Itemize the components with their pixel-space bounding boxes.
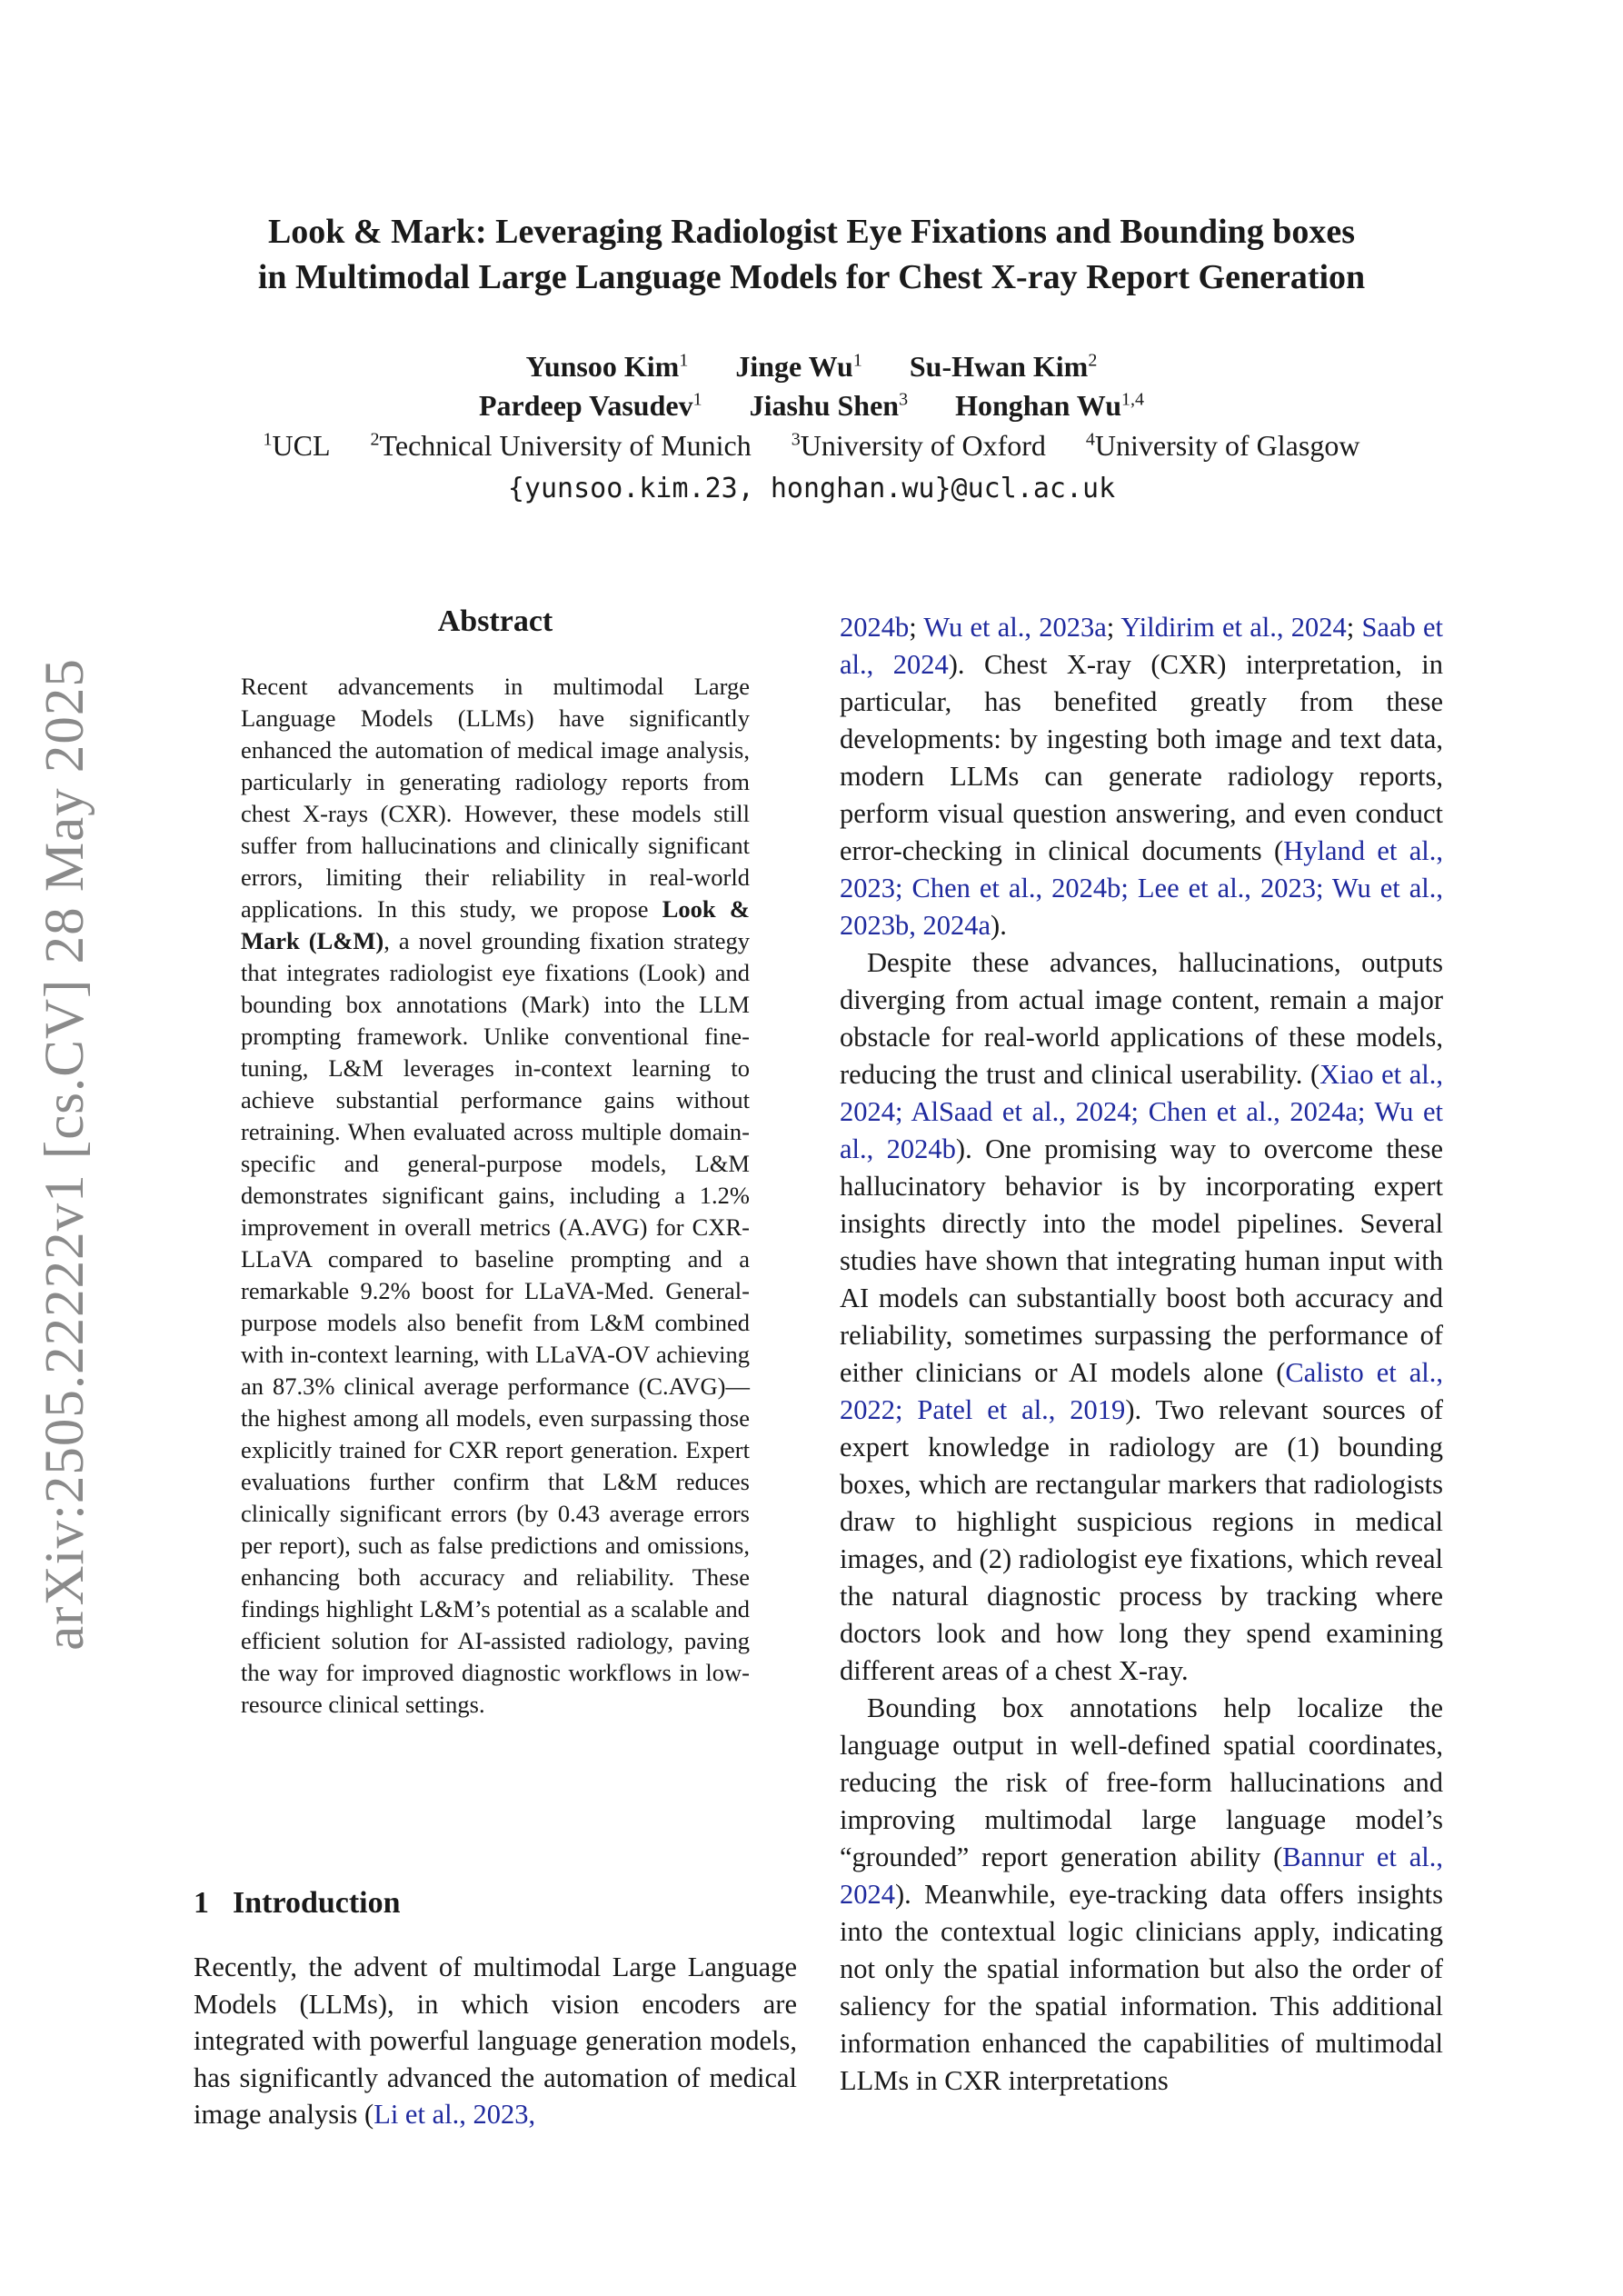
citation-link[interactable]: 2024b: [840, 612, 910, 643]
paragraph: Bounding box annotations help localize the language output in well-defined spatial coordinates, reducing the risk of free-form hallucinations and improving multimodal large language model’s “grounded” report generation ability (Bannur et al., 2024). Meanwhile, eye-tracking data offers insights into the contextual logic clinicians apply, indicating not only the spatial information but also the order of saliency for the spatial information. This additional information enhanced the capabilities of multimodal LLMs in CXR interpretations: [840, 1692, 1444, 2096]
abstract-body: Recent advancements in multimodal Large Language Models (LLMs) have significantly enhanced the automation of medical image analysis, particularly in generating radiology reports from chest X-rays (CXR). However, these models still suffer from hallucinations and clinically significant errors, limiting their reliability in real-world applications. In this study, we propose Look & Mark (L&M), a novel grounding fixation strategy that integrates radiologist eye fixations (Look) and bounding box annotations (Mark) into the LLM prompting framework. Unlike conventional fine-tuning, L&M leverages in-context learning to achieve substantial performance gains without retraining. When evaluated across multiple domain-specific and general-purpose models, L&M demonstrates significant gains, including a 1.2% improvement in overall metrics (A.AVG) for CXR-LLaVA compared to baseline prompting and a remarkable 9.2% boost for LLaVA-Med. General-purpose models also benefit from L&M combined with in-context learning, with LLaVA-OV achieving an 87.3% clinical average performance (C.AVG)—the highest among all models, even surpassing those explicitly trained for CXR report generation. Expert evaluations further confirm that L&M reduces clinically significant errors (by 0.43 average errors per report), such as false predictions and omissions, enhancing both accuracy and reliability. These findings highlight L&M’s potential as a scalable and efficient solution for AI-assisted radiology, paving the way for improved diagnostic workflows in low-resource clinical settings.: [241, 673, 750, 1718]
section-heading-introduction: 1 Introduction: [194, 1886, 401, 1920]
title-line-1: Look & Mark: Leveraging Radiologist Eye Fixations and Bounding boxes: [267, 213, 1356, 251]
affiliation: $^4$University of Glasgow: [1085, 429, 1360, 462]
right-column: [840, 609, 1443, 2100]
author-row-2: [136, 389, 1487, 423]
title-line-2: in Multimodal Large Language Models for Chest X-ray Report Generation: [257, 258, 1366, 296]
arxiv-side-stamp: [35, 658, 95, 1651]
citation-link[interactable]: Saab et al., 2024: [840, 612, 1443, 680]
author: Jinge Wu$^1$: [735, 350, 862, 383]
affiliation: $^1$UCL: [263, 429, 331, 462]
citation-link[interactable]: Wu et al., 2023a: [923, 612, 1107, 643]
paper-title: [136, 209, 1487, 300]
abstract-heading: Abstract: [437, 604, 553, 638]
method-name: Look & Mark (L&M): [241, 895, 750, 954]
author: Yunsoo Kim$^1$: [525, 350, 689, 383]
affiliations: [136, 429, 1487, 463]
citation-link[interactable]: Bannur et al., 2024: [840, 1842, 1444, 1910]
author-email: {yunsoo.kim.23, honghan.wu}@ucl.ac.uk: [507, 473, 1116, 504]
author-row-1: [136, 350, 1487, 384]
citation-link[interactable]: Yildirim et al., 2024: [1120, 612, 1347, 643]
paragraph: Despite these advances, hallucinations, outputs diverging from actual image content, remain a major obstacle for real-world applications of these models, reducing the trust and clinical userability. (Xiao et al., 2024; AlSaad et al., 2024; Chen et al., 2024a; Wu et al., 2024b). One promising way to overcome these hallucinatory behavior is by incorporating expert insights directly into the model pipelines. Several studies have shown that integrating human input with AI models can substantially boost both accuracy and reliability, sometimes surpassing the performance of either clinicians or AI models alone (Calisto et al., 2022; Patel et al., 2019). Two relevant sources of expert knowledge in radiology are (1) bounding boxes, which are rectangular markers that radiologists draw to highlight suspicious regions in medical images, and (2) radiologist eye fixations, which reveal the natural diagnostic process by tracking where doctors look and how long they spend examining different areas of a chest X-ray.: [840, 947, 1443, 1686]
citation-link[interactable]: Hyland et al., 2023; Chen et al., 2024b; Lee et al., 2023; Wu et al., 2023b, 2024a: [840, 835, 1444, 941]
affiliation: $^3$University of Oxford: [791, 429, 1046, 462]
citation-link[interactable]: Xiao et al., 2024; AlSaad et al., 2024; Chen et al., 2024a; Wu et al., 2024b: [840, 1059, 1443, 1164]
citation-link[interactable]: Calisto et al., 2022; Patel et al., 2019: [840, 1357, 1443, 1425]
paragraph: 2024b; Wu et al., 2023a; Yildirim et al., 2024; Saab et al., 2024). Chest X-ray (CXR) interpretation, in particular, has benefited greatly from these developments: by ingesting both image and text data, modern LLMs can generate radiology reports, perform visual question answering, and even conduct error-checking in clinical documents (Hyland et al., 2023; Chen et al., 2024b; Lee et al., 2023; Wu et al., 2023b, 2024a).: [840, 612, 1444, 941]
arxiv-identifier: arXiv:2505.22222v1 [cs.CV] 28 May 2025: [35, 658, 95, 1651]
author: Jiashu Shen$^3$: [749, 389, 909, 422]
introduction-paragraph: Recently, the advent of multimodal Large Language Models (LLMs), in which vision encoders are integrated with powerful language generation models, has significantly advanced the automation of medical image analysis (Li et al., 2023,: [194, 1952, 797, 2130]
author: Su-Hwan Kim$^2$: [909, 350, 1098, 383]
author: Honghan Wu$^{1,4}$: [955, 389, 1145, 422]
citation-link[interactable]: Li et al., 2023,: [373, 2099, 536, 2130]
affiliation: $^2$Technical University of Munich: [370, 429, 752, 462]
author: Pardeep Vasudev$^1$: [478, 389, 702, 422]
